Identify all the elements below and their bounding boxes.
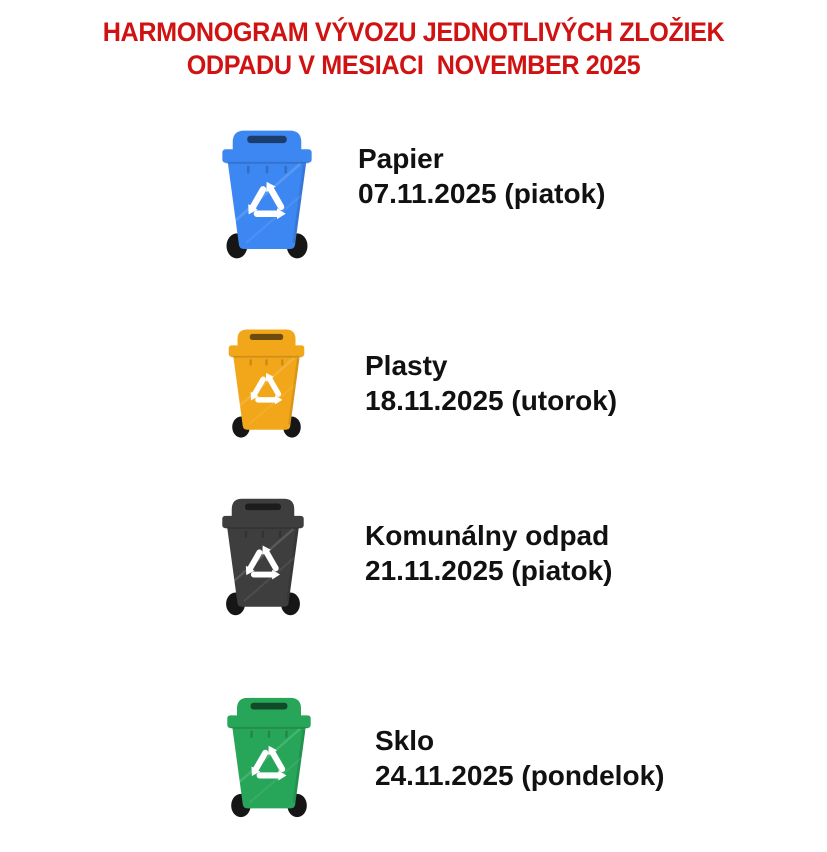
rim-shadow-line (230, 727, 308, 729)
collection-date-label: 18.11.2025 (utorok) (365, 385, 618, 416)
schedule-text (375, 723, 664, 793)
rim-shadow-line (225, 527, 301, 529)
recycle-bin-icon (216, 694, 322, 822)
lid-slot (247, 136, 286, 143)
waste-type-label: Komunálny odpad (365, 520, 610, 551)
collection-date-label: 24.11.2025 (pondelok) (375, 760, 665, 791)
lid-slot (250, 334, 283, 340)
recycle-bin-icon (219, 326, 314, 442)
collection-date-label: 21.11.2025 (piatok) (365, 555, 613, 586)
lid-slot (251, 703, 288, 710)
title-line-2: ODPADU V MESIACI NOVEMBER 2025 (186, 50, 641, 80)
recycle-bin-icon (213, 125, 321, 265)
waste-type-label: Sklo (375, 725, 435, 756)
lid-slot (245, 504, 281, 511)
waste-type-label: Papier (358, 143, 444, 174)
page-title (0, 16, 827, 82)
rim-shadow-line (231, 356, 301, 358)
collection-date-label: 07.11.2025 (piatok) (358, 178, 606, 209)
waste-type-label: Plasty (365, 350, 448, 381)
rim-shadow-line (225, 162, 308, 164)
schedule-text (365, 518, 612, 588)
recycle-bin-icon (212, 495, 314, 620)
schedule-text (365, 348, 617, 418)
title-line-1: HARMONOGRAM VÝVOZU JEDNOTLIVÝCH ZLOŽIEK (102, 17, 725, 47)
schedule-text (358, 141, 605, 211)
